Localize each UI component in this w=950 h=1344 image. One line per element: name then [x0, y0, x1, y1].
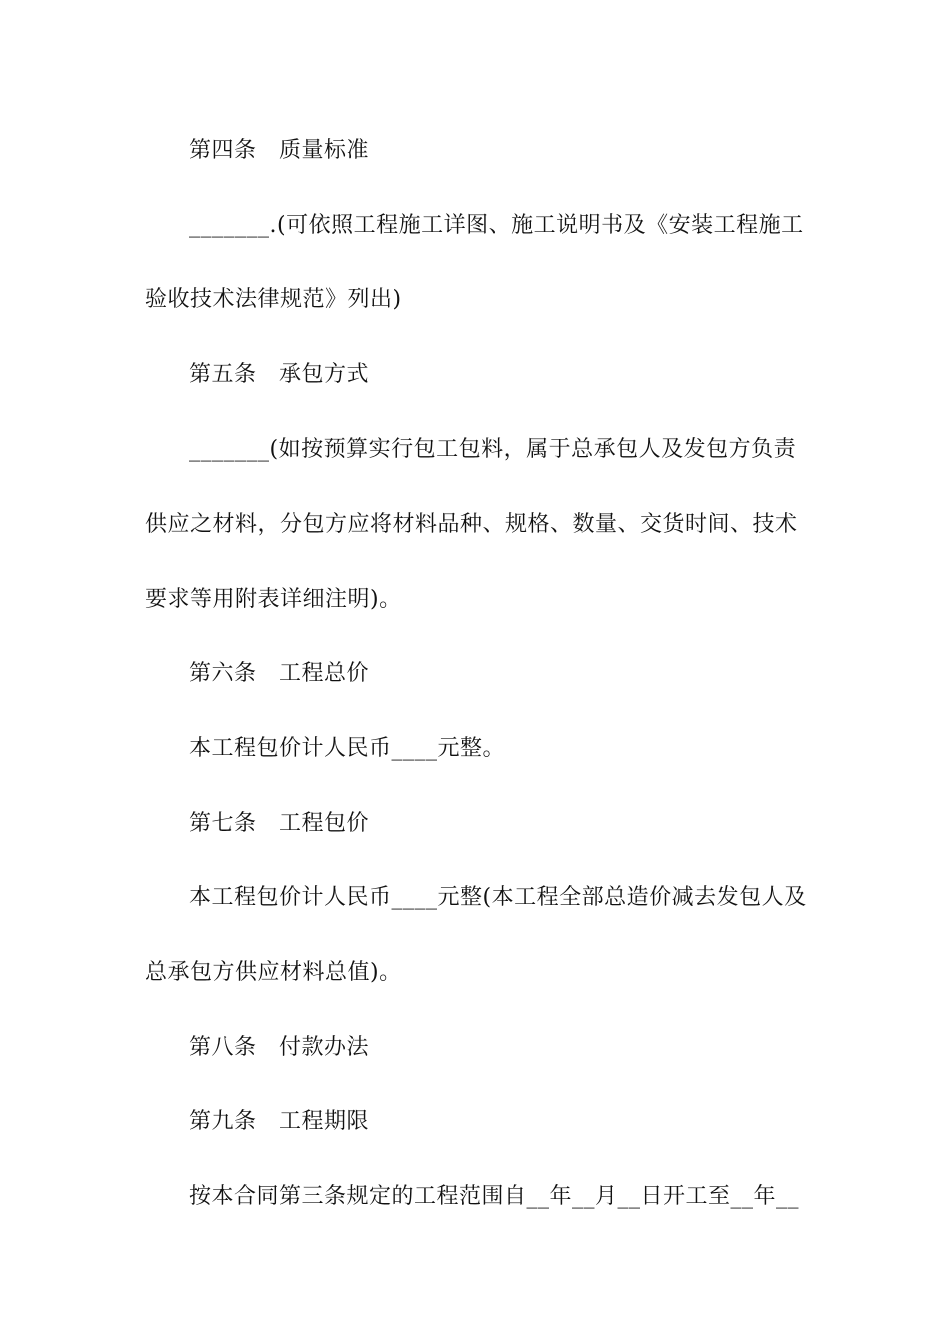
article-7-heading: 第七条 工程包价	[189, 811, 370, 836]
article-6-heading: 第六条 工程总价	[189, 661, 370, 686]
article-9-heading: 第九条 工程期限	[189, 1109, 370, 1134]
article-7-body-line-1: 本工程包价计人民币____元整(本工程全部总造价减去发包人及	[189, 885, 807, 910]
article-9-body-line-1: 按本合同第三条规定的工程范围自__年__月__日开工至__年__	[189, 1184, 800, 1209]
article-8-heading: 第八条 付款办法	[189, 1035, 370, 1060]
article-5-heading: 第五条 承包方式	[189, 362, 370, 387]
article-5-body-line-1: _______(如按预算实行包工包料，属于总承包人及发包方负责	[189, 437, 797, 462]
article-5-body-line-2: 供应之材料，分包方应将材料品种、规格、数量、交货时间、技术	[145, 512, 798, 537]
article-5-body-line-3: 要求等用附表详细注明)。	[145, 587, 402, 612]
article-4-heading: 第四条 质量标准	[189, 138, 370, 163]
article-4-body-line-1: _______.(可依照工程施工详图、施工说明书及《安装工程施工	[189, 213, 804, 238]
article-7-body-line-2: 总承包方供应材料总值)。	[145, 960, 402, 985]
article-4-body-line-2: 验收技术法律规范》列出)	[145, 287, 402, 312]
article-6-body-line-1: 本工程包价计人民币____元整。	[189, 736, 506, 761]
